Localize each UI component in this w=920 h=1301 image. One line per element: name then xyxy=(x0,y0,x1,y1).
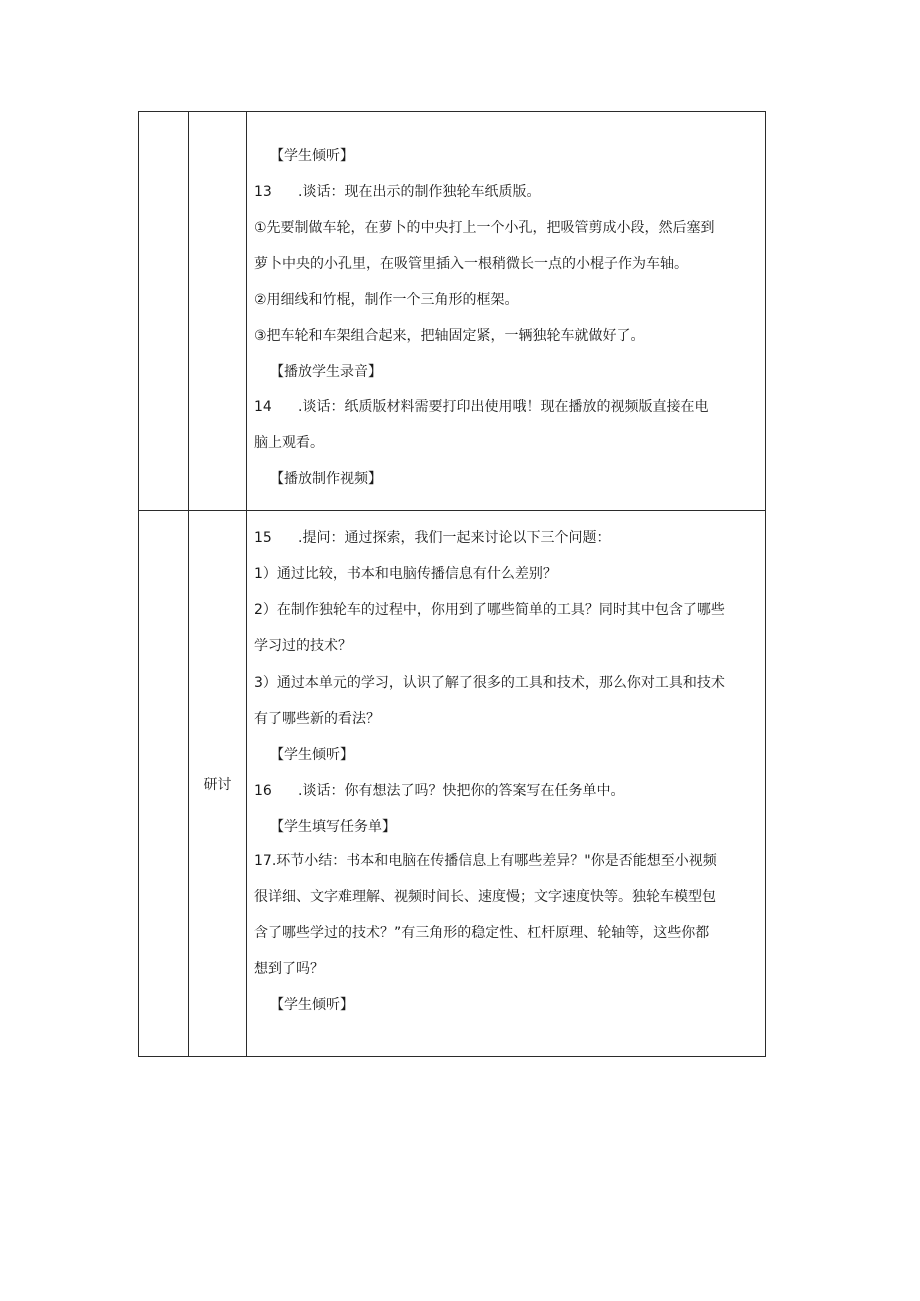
bracket-note: 【播放制作视频】 xyxy=(270,471,382,487)
bracket-note: 【学生倾听】 xyxy=(270,747,354,763)
item-number: 15 xyxy=(254,530,272,546)
item-number: 14 xyxy=(254,399,272,415)
content-cell xyxy=(247,511,766,1057)
question-line: 3）通过本单元的学习，认识了解了很多的工具和技术，那么你对工具和技术 xyxy=(254,675,725,691)
summary-line: 很详细、文字难理解、视频时间长、速度慢；文字速度快等。独轮车模型包 xyxy=(254,889,716,905)
question-line: 有了哪些新的看法？ xyxy=(254,711,380,727)
question-line: 学习过的技术？ xyxy=(254,638,352,654)
item-number: 13 xyxy=(254,184,272,200)
bracket-note: 【播放学生录音】 xyxy=(270,364,382,380)
stage-label-cell: 研讨 xyxy=(189,511,247,1057)
step-line: 萝卜中央的小孔里，在吸管里插入一根稍微长一点的小棍子作为车轴。 xyxy=(254,256,688,272)
item-text: .提问：通过探索，我们一起来讨论以下三个问题： xyxy=(298,530,611,546)
bracket-note: 【学生倾听】 xyxy=(270,148,354,164)
text-line: 脑上观看。 xyxy=(254,435,324,451)
item-text: .谈话：你有想法了吗？快把你的答案写在任务单中。 xyxy=(298,783,625,799)
summary-line: 含了哪些学过的技术？”有三角形的稳定性、杠杆原理、轮轴等，这些你都 xyxy=(254,925,710,941)
lesson-plan-table xyxy=(138,111,766,1057)
content-cell xyxy=(247,112,766,511)
summary-line: 17.环节小结：书本和电脑在传播信息上有哪些差异？"你是否能想至小视频 xyxy=(254,853,717,869)
bracket-note: 【学生填写任务单】 xyxy=(270,819,396,835)
numbered-line xyxy=(254,782,759,800)
blank-cell xyxy=(139,112,189,511)
question-line: 1）通过比较，书本和电脑传播信息有什么差别？ xyxy=(254,566,557,582)
summary-line: 想到了吗？ xyxy=(254,961,324,977)
stage-label-cell xyxy=(189,112,247,511)
step-line: ②用细线和竹棍，制作一个三角形的框架。 xyxy=(254,292,519,308)
item-text: .谈话：现在出示的制作独轮车纸质版。 xyxy=(298,184,541,200)
numbered-line xyxy=(254,183,759,201)
item-text: .谈话：纸质版材料需要打印出使用哦！现在播放的视频版直接在电 xyxy=(298,399,709,415)
item-number: 16 xyxy=(254,783,272,799)
step-line: ①先要制做车轮，在萝卜的中央打上一个小孔，把吸管剪成小段，然后塞到 xyxy=(254,220,715,236)
bracket-note: 【学生倾听】 xyxy=(270,997,354,1013)
blank-cell xyxy=(139,511,189,1057)
question-line: 2）在制作独轮车的过程中，你用到了哪些简单的工具？同时其中包含了哪些 xyxy=(254,602,725,618)
table-row xyxy=(139,511,766,1057)
numbered-line xyxy=(254,398,759,416)
numbered-line xyxy=(254,529,759,547)
table-row xyxy=(139,112,766,511)
step-line: ③把车轮和车架组合起来，把轴固定紧，一辆独轮车就做好了。 xyxy=(254,328,645,344)
